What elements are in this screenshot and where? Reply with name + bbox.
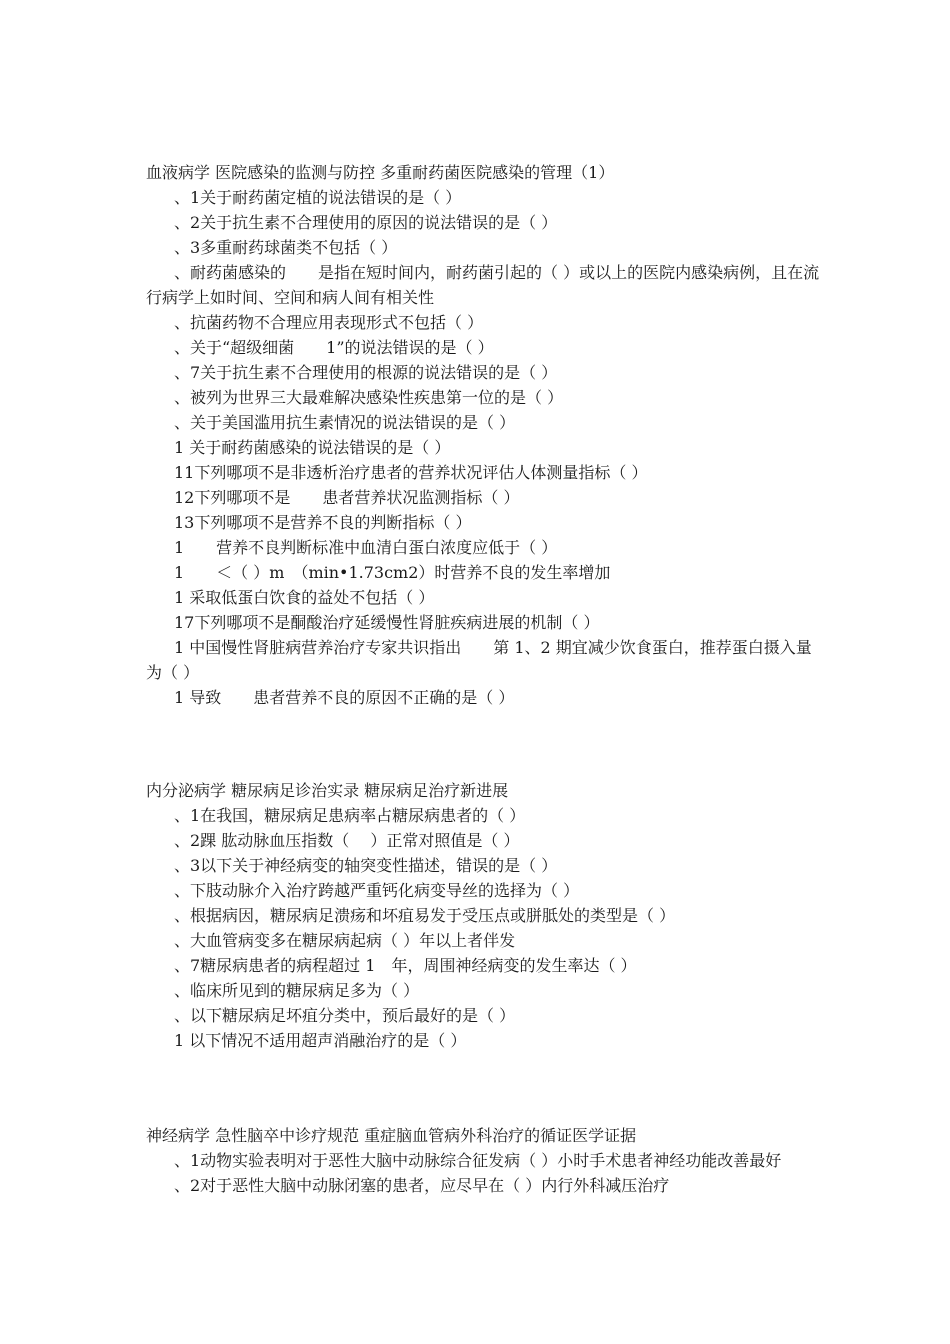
question-item: 1 ＜（ ）m （min•1.73cm2）时营养不良的发生率增加 (174, 563, 611, 582)
section-heading: 内分泌病学 糖尿病足诊治实录 糖尿病足治疗新进展 (146, 781, 509, 800)
section-heading: 血液病学 医院感染的监测与防控 多重耐药菌医院感染的管理（1） (146, 163, 615, 182)
question-item: 11下列哪项不是非透析治疗患者的营养状况评估人体测量指标（ ） (174, 463, 648, 482)
question-item: 、被列为世界三大最难解决感染性疾患第一位的是（ ） (174, 388, 564, 407)
question-item: 1 导致 患者营养不良的原因不正确的是（ ） (174, 688, 515, 707)
question-item: 、关于美国滥用抗生素情况的说法错误的是（ ） (174, 413, 516, 432)
question-item: 、1动物实验表明对于恶性大脑中动脉综合征发病（ ）小时手术患者神经功能改善最好 (174, 1151, 782, 1170)
question-item: 、3以下关于神经病变的轴突变性描述，错误的是（ ） (174, 856, 558, 875)
section-neurology (146, 1123, 826, 1198)
question-item: 、根据病因，糖尿病足溃疡和坏疽易发于受压点或胼胝处的类型是（ ） (174, 906, 676, 925)
question-item: 、1在我国，糖尿病足患病率占糖尿病患者的（ ） (174, 806, 526, 825)
question-item: 、7糖尿病患者的病程超过 1 年，周围神经病变的发生率达（ ） (174, 956, 637, 975)
question-item: 1 关于耐药菌感染的说法错误的是（ ） (174, 438, 451, 457)
question-item: 、抗菌药物不合理应用表现形式不包括（ ） (174, 313, 484, 332)
question-item: 、2对于恶性大脑中动脉闭塞的患者，应尽早在（ ）内行外科减压治疗 (174, 1176, 670, 1195)
section-heading: 神经病学 急性脑卒中诊疗规范 重症脑血管病外科治疗的循证医学证据 (146, 1126, 637, 1145)
question-item: 、1关于耐药菌定植的说法错误的是（ ） (174, 188, 462, 207)
section-hematology (146, 160, 826, 710)
question-item: 1 中国慢性肾脏病营养治疗专家共识指出 第 1、2 期宜减少饮食蛋白，推荐蛋白摄入量为（ ） (146, 638, 812, 682)
question-item: 、大血管病变多在糖尿病起病（ ）年以上者伴发 (174, 931, 516, 950)
question-item: 、下肢动脉介入治疗跨越严重钙化病变导丝的选择为（ ） (174, 881, 580, 900)
question-item: 、2关于抗生素不合理使用的原因的说法错误的是（ ） (174, 213, 558, 232)
question-item: 、临床所见到的糖尿病足多为（ ） (174, 981, 420, 1000)
question-item: 、2踝 肱动脉血压指数（ ）正常对照值是（ ） (174, 831, 520, 850)
question-item: 1 以下情况不适用超声消融治疗的是（ ） (174, 1031, 467, 1050)
question-item: 、关于“超级细菌 1”的说法错误的是（ ） (174, 338, 494, 357)
question-item: 12下列哪项不是 患者营养状况监测指标（ ） (174, 488, 520, 507)
question-item: 13下列哪项不是营养不良的判断指标（ ） (174, 513, 472, 532)
question-item: 、耐药菌感染的 是指在短时间内，耐药菌引起的（ ）或以上的医院内感染病例，且在流行病学上如时间、空间和病人间有相关性 (146, 263, 820, 307)
question-item: 、7关于抗生素不合理使用的根源的说法错误的是（ ） (174, 363, 558, 382)
question-item: 1 营养不良判断标准中血清白蛋白浓度应低于（ ） (174, 538, 558, 557)
section-endocrinology (146, 778, 826, 1053)
question-item: 1 采取低蛋白饮食的益处不包括（ ） (174, 588, 435, 607)
question-item: 、以下糖尿病足坏疽分类中，预后最好的是（ ） (174, 1006, 516, 1025)
question-item: 、3多重耐药球菌类不包括（ ） (174, 238, 398, 257)
question-item: 17下列哪项不是酮酸治疗延缓慢性肾脏疾病进展的机制（ ） (174, 613, 600, 632)
